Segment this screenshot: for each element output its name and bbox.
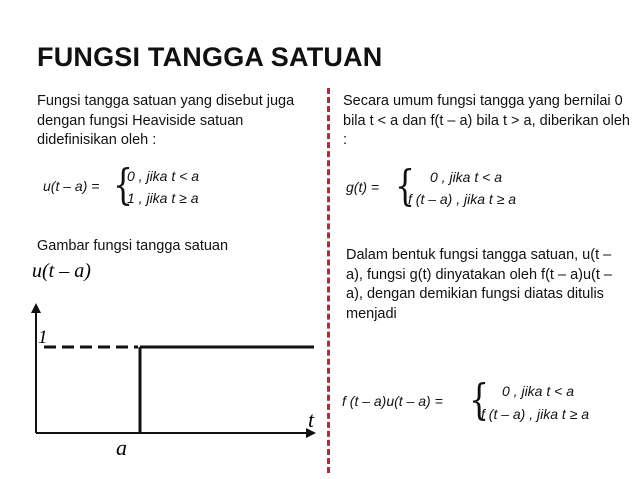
equation-case-2: f (t – a) , jika t ≥ a (481, 406, 590, 422)
equation-lhs: f (t – a)u(t – a) = (342, 393, 443, 409)
equation-lhs: g(t) = (346, 179, 380, 195)
graph-caption: Gambar fungsi tangga satuan (37, 238, 229, 254)
equation-case-2: f (t – a) , jika t ≥ a (408, 191, 517, 207)
unit-step-graph (30, 255, 326, 460)
equation-case-2: 1 , jika t ≥ a (127, 190, 199, 206)
slide-title: FUNGSI TANGGA SATUAN (37, 42, 383, 72)
equation-case-1: 0 , jika t < a (430, 169, 502, 185)
graph-tick-one: 1 (38, 327, 48, 348)
equation-case-1: 0 , jika t < a (502, 383, 574, 399)
right-second-text: Dalam bentuk fungsi tangga satuan, u(t – a), fungsi g(t) dinyatakan oleh f(t – a)u(t – a), dengan demikian fungsi diatas ditulis menjadi (346, 247, 612, 322)
equation-lhs: u(t – a) = (43, 178, 100, 194)
brace-icon: { (395, 161, 416, 210)
graph-a-label: a (116, 435, 127, 460)
brace-icon: { (469, 375, 490, 424)
dashed-divider (327, 88, 330, 473)
graph-x-label: t (308, 407, 315, 432)
equation-case-1: 0 , jika t < a (127, 168, 199, 184)
graph-y-label: u(t – a) (32, 260, 91, 282)
right-intro-text: Secara umum fungsi tangga yang bernilai 0 bila t < a dan f(t – a) bila t > a, diberikan oleh : (343, 93, 630, 148)
left-intro-text: Fungsi tangga satuan yang disebut juga dengan fungsi Heaviside satuan didefinisikan oleh : (37, 93, 295, 148)
brace-icon: { (113, 160, 134, 209)
